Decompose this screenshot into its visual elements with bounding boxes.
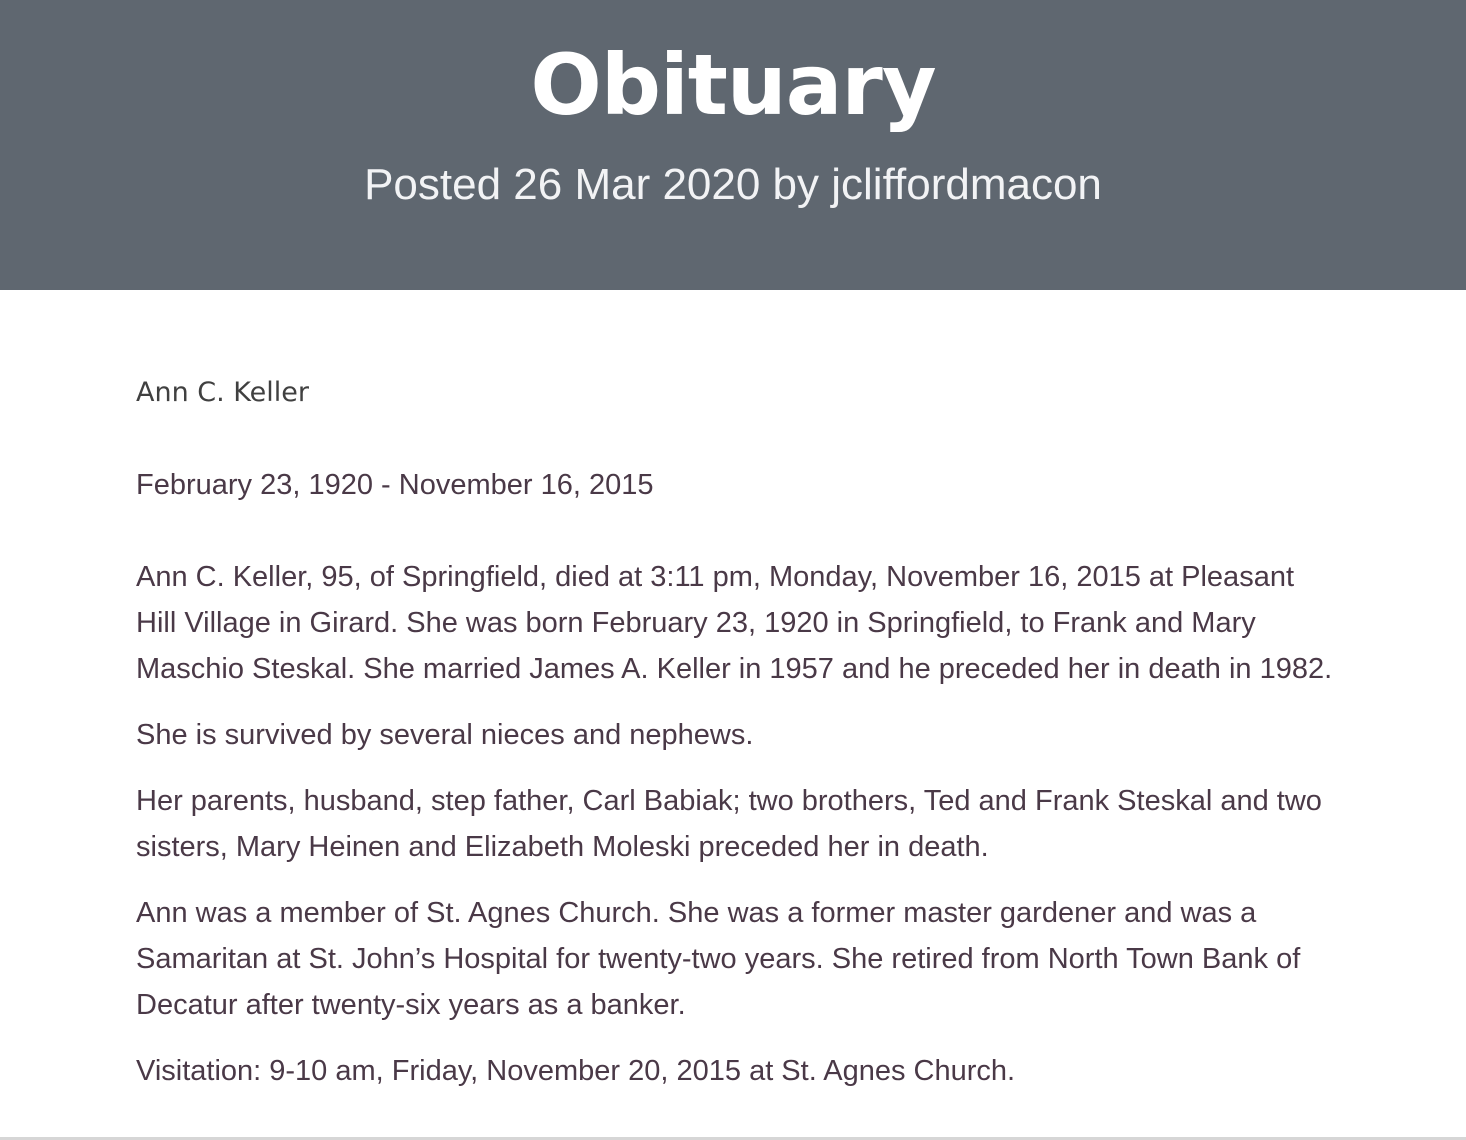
obituary-paragraph: Visitation: 9-10 am, Friday, November 20, 2015 at St. Agnes Church. (136, 1055, 1016, 1087)
deceased-name: Ann C. Keller (136, 377, 309, 408)
obituary-paragraph: Her parents, husband, step father, Carl Babiak; two brothers, Ted and Frank Steskal and two sisters, Mary Heinen and Elizabeth Moleski preceded her in death. (136, 785, 1322, 863)
obituary-paragraph: Ann C. Keller, 95, of Springfield, died at 3:11 pm, Monday, November 16, 2015 at Pleasant Hill Village in Girard. She was born February 23, 1920 in Springfield, to Frank and Mary Maschio Steskal. She married James A. Keller in 1957 and he preceded her in death in 1982. (136, 561, 1333, 685)
post-content (136, 370, 1336, 1087)
post-meta: Posted 26 Mar 2020 by jcliffordmacon (364, 160, 1102, 209)
page-title: Obituary (530, 36, 936, 134)
life-dates: February 23, 1920 - November 16, 2015 (136, 469, 654, 501)
post-header (0, 0, 1466, 290)
obituary-body (136, 554, 1336, 1114)
obituary-paragraph: She is survived by several nieces and nephews. (136, 719, 754, 751)
obituary-paragraph: Ann was a member of St. Agnes Church. She was a former master gardener and was a Samaritan at St. John’s Hospital for twenty-two years. She retired from North Town Bank of Decatur after twenty-six years as a banker. (136, 897, 1301, 1021)
